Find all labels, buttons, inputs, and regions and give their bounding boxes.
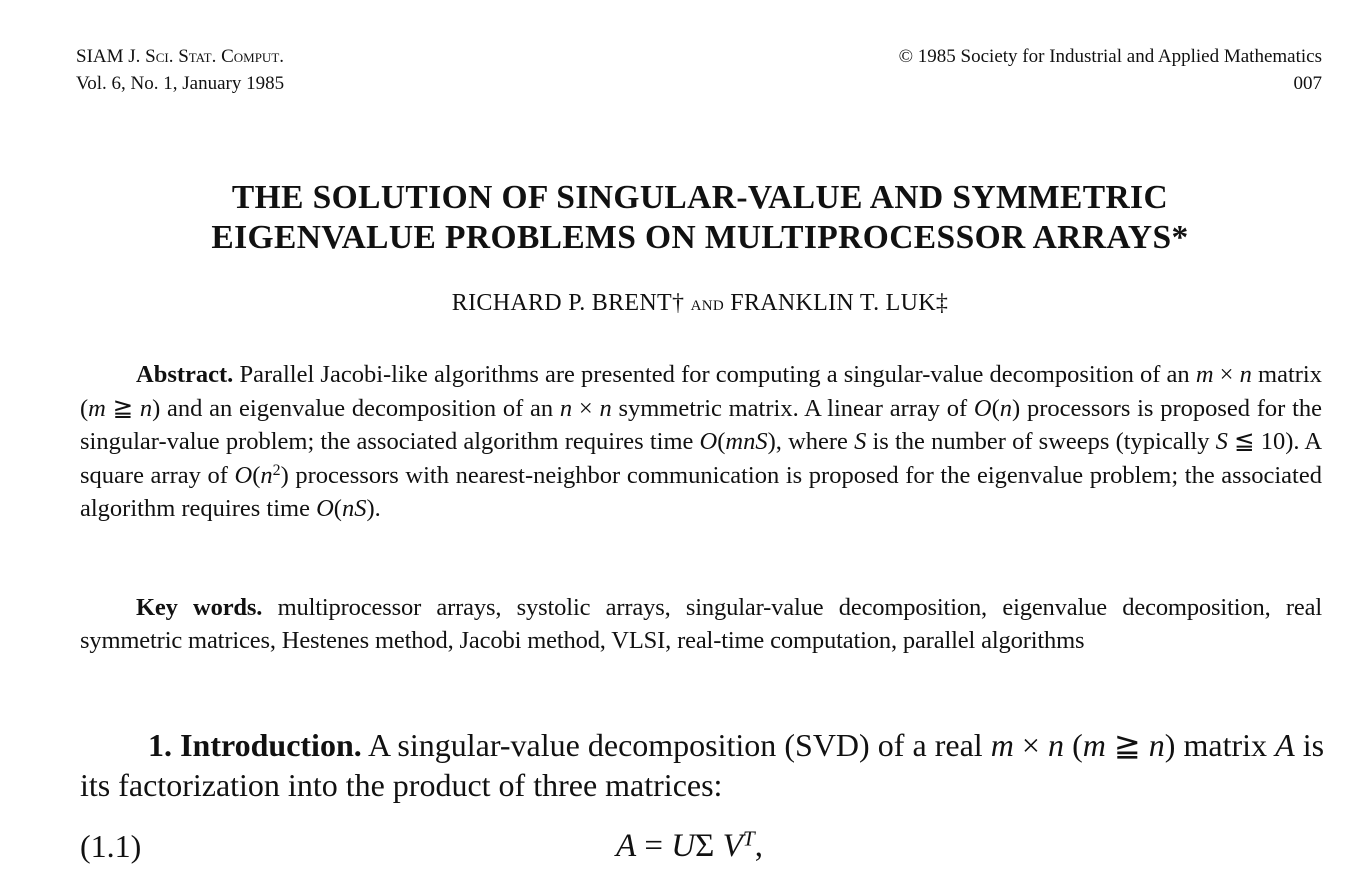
abstract-text-2: matrix (	[80, 361, 1322, 422]
math-m: m	[1195, 361, 1214, 388]
section-heading: Introduction.	[180, 727, 362, 763]
math-transpose: T	[742, 826, 755, 851]
abstract-label: Abstract.	[136, 361, 234, 388]
math-big-o: O	[699, 428, 718, 455]
title-line-1: THE SOLUTION OF SINGULAR-VALUE AND SYMMETRIC	[231, 179, 1169, 216]
math-paren: )	[1164, 727, 1176, 763]
math-u: U	[671, 828, 696, 864]
abstract-text-4: symmetric matrix. A linear array of	[611, 394, 974, 422]
math-times: ×	[572, 394, 600, 422]
math-big-o: O	[973, 394, 992, 422]
author-line	[0, 287, 1366, 319]
math-n: n	[559, 394, 573, 422]
copyright-notice: © 1985 Society for Industrial and Applied Mathematics	[898, 46, 1322, 67]
introduction-paragraph	[80, 725, 1324, 805]
abstract-text-6: , where	[775, 428, 855, 455]
math-paren: (	[991, 394, 1000, 422]
keywords	[80, 592, 1322, 657]
math-n: n	[999, 394, 1013, 422]
author-brent: RICHARD P. BRENT†	[451, 290, 685, 316]
running-header-right	[899, 43, 1322, 97]
math-mns: mnS	[725, 428, 768, 455]
math-n: n	[599, 394, 612, 422]
math-paren: )	[366, 495, 375, 522]
math-leq-ten: ≦ 10	[1227, 428, 1286, 455]
math-s: S	[854, 428, 867, 455]
math-times: ×	[1213, 361, 1240, 388]
math-m: m	[88, 394, 106, 422]
math-times: ×	[1013, 727, 1049, 763]
math-paren: )	[1012, 394, 1021, 422]
math-paren: )	[280, 461, 289, 489]
math-paren: (	[333, 495, 342, 522]
math-geq: ≧	[105, 394, 140, 422]
paper-title	[0, 178, 1366, 258]
abstract-text-9: processors with nearest-neighbor communication is proposed for the eigenvalue problem; the associated algorithm requires time	[80, 461, 1322, 522]
article-number: 007	[1293, 73, 1322, 94]
math-geq: ≧	[1105, 727, 1149, 763]
journal-issue: Vol. 6, No. 1, January 1985	[76, 73, 285, 94]
intro-text-2: matrix	[1175, 727, 1276, 763]
math-comma: ,	[754, 828, 763, 864]
math-big-o: O	[234, 461, 253, 489]
math-paren: (	[1064, 727, 1083, 763]
abstract-text-3: ) and an eigenvalue decomposition of an	[152, 394, 560, 422]
abstract-text-1: Parallel Jacobi-like algorithms are presented for computing a singular-value decomposition of an	[233, 361, 1196, 388]
running-header-left	[76, 43, 284, 97]
section-number: 1.	[148, 727, 172, 763]
equation-number: (1.1)	[80, 828, 142, 864]
introduction-section	[80, 725, 1324, 805]
author-luk: FRANKLIN T. LUK‡	[730, 290, 949, 316]
math-m: m	[1082, 727, 1106, 763]
math-ns: nS	[341, 495, 367, 522]
math-sigma: Σ	[695, 828, 715, 864]
title-line-2: EIGENVALUE PROBLEMS ON MULTIPROCESSOR ARRAYS*	[211, 219, 1189, 256]
abstract-text	[80, 358, 1322, 526]
math-s: S	[1215, 428, 1228, 455]
math-a: A	[1275, 727, 1295, 763]
equation-svd	[616, 826, 763, 866]
math-v: V	[714, 828, 743, 864]
math-equals: =	[636, 828, 672, 864]
math-a: A	[616, 828, 637, 864]
math-paren: )	[767, 428, 776, 455]
math-n: n	[139, 394, 153, 422]
journal-name: SIAM J. Sci. Stat. Comput.	[76, 46, 285, 67]
math-big-o: O	[316, 495, 334, 522]
author-conjunction: and	[690, 290, 724, 315]
math-n: n	[1239, 361, 1252, 388]
intro-text-3: is its factorization into the product of three matrices:	[80, 727, 1325, 803]
math-exponent: 2	[272, 461, 281, 479]
abstract-text-5: processors is proposed for the singular-value problem; the associated algorithm requires time	[80, 394, 1322, 455]
keywords-text	[80, 592, 1322, 657]
math-n: n	[1048, 727, 1065, 763]
math-m: m	[990, 727, 1014, 763]
math-n: n	[1148, 727, 1165, 763]
abstract-text-8: ). A square array of	[80, 428, 1323, 489]
abstract-text-7: is the number of sweeps (typically	[866, 428, 1216, 455]
math-paren: (	[252, 461, 261, 489]
math-paren: (	[717, 428, 726, 455]
abstract-text-10: .	[374, 495, 381, 522]
math-n: n	[260, 461, 273, 489]
keywords-list: multiprocessor arrays, systolic arrays, singular-value decomposition, eigenvalue decomposition, real symmetric matrices, Hestenes method, Jacobi method, VLSI, real-time computation, parallel algorithms	[80, 594, 1322, 654]
abstract	[80, 358, 1322, 526]
intro-text-1: A singular-value decomposition (SVD) of a real	[361, 727, 991, 763]
keywords-label: Key words.	[136, 594, 263, 621]
